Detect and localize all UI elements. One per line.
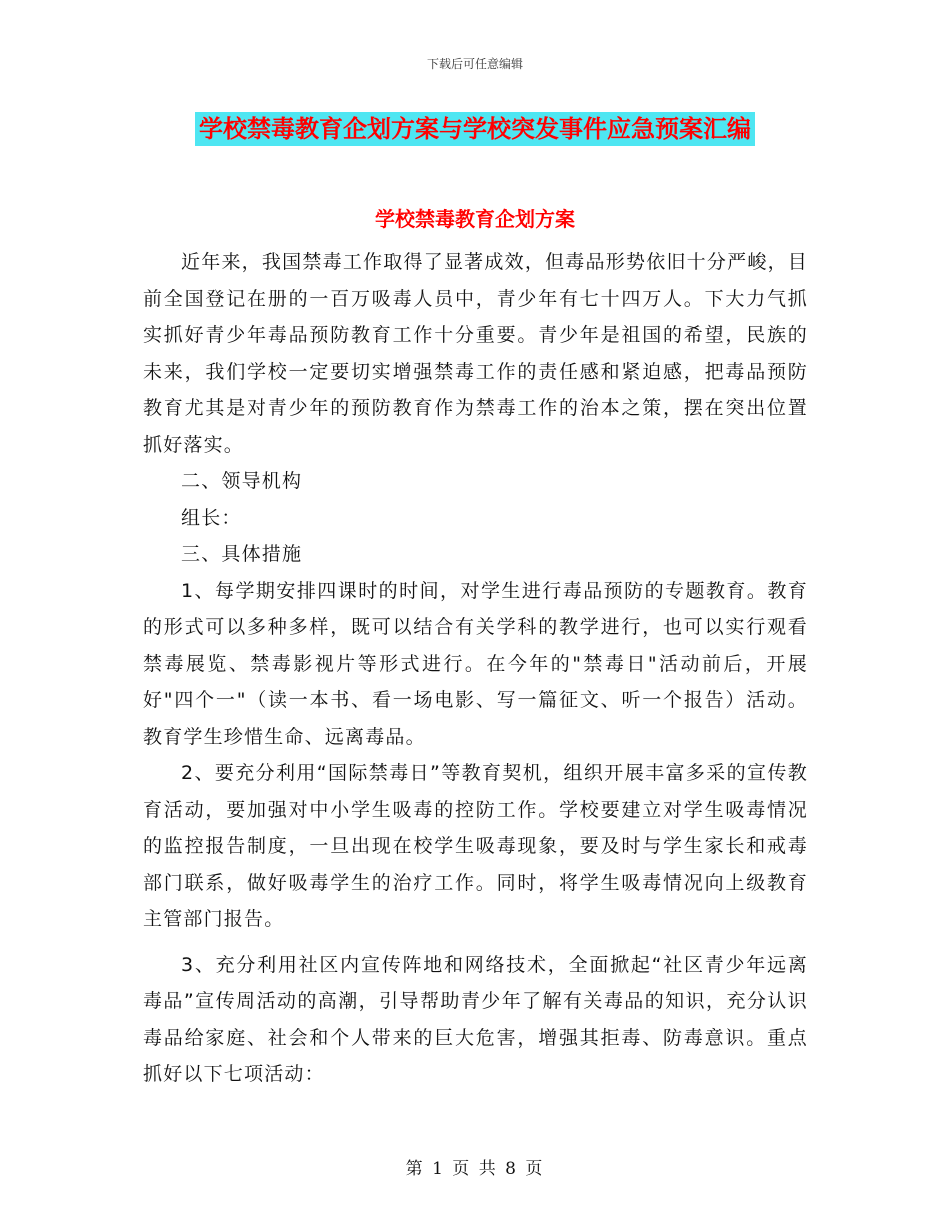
heading-measures: 三、具体措施 bbox=[181, 543, 303, 565]
page-footer: 第 1 页 共 8 页 bbox=[405, 1159, 545, 1179]
measure-3: 3、充分利用社区内宣传阵地和网络技术，全面掀起“社区青少年远离毒品”宣传周活动的高潮，引导帮助青少年了解有关毒品的知识，充分认识毒品给家庭、社会和个人带来的巨大危害，增强其拒毒、防毒意识。重点抓好以下七项活动： bbox=[143, 953, 808, 1085]
main-title: 学校禁毒教育企划方案与学校突发事件应急预案汇编 bbox=[195, 112, 755, 146]
leader-line: 组长： bbox=[181, 506, 242, 529]
heading-leadership: 二、领导机构 bbox=[181, 470, 303, 492]
measure-1: 1、每学期安排四课时的时间，对学生进行毒品预防的专题教育。教育的形式可以多种多样，既可以结合有关学科的教学进行，也可以实行观看禁毒展览、禁毒影视片等形式进行。在今年的"禁毒日"活动前后，开展好"四个一"（读一本书、看一场电影、写一篇征文、听一个报告）活动。教育学生珍惜生命、远离毒品。 bbox=[143, 579, 808, 748]
header-note: 下载后可任意编辑 bbox=[426, 57, 523, 71]
document-body bbox=[143, 244, 808, 1093]
section-title: 学校禁毒教育企划方案 bbox=[375, 207, 575, 231]
paragraph-intro: 近年来，我国禁毒工作取得了显著成效，但毒品形势依旧十分严峻，目前全国登记在册的一百万吸毒人员中，青少年有七十四万人。下大力气抓实抓好青少年毒品预防教育工作十分重要。青少年是祖国的希望，民族的未来，我们学校一定要切实增强禁毒工作的责任感和紧迫感，把毒品预防教育尤其是对青少年的预防教育作为禁毒工作的治本之策，摆在突出位置抓好落实。 bbox=[143, 251, 808, 456]
measure-2: 2、要充分利用“国际禁毒日”等教育契机，组织开展丰富多采的宣传教育活动，要加强对中小学生吸毒的控防工作。学校要建立对学生吸毒情况的监控报告制度，一旦出现在校学生吸毒现象，要及时与学生家长和戒毒部门联系，做好吸毒学生的治疗工作。同时，将学生吸毒情况向上级教育主管部门报告。 bbox=[143, 762, 808, 930]
main-title-container bbox=[0, 112, 950, 146]
